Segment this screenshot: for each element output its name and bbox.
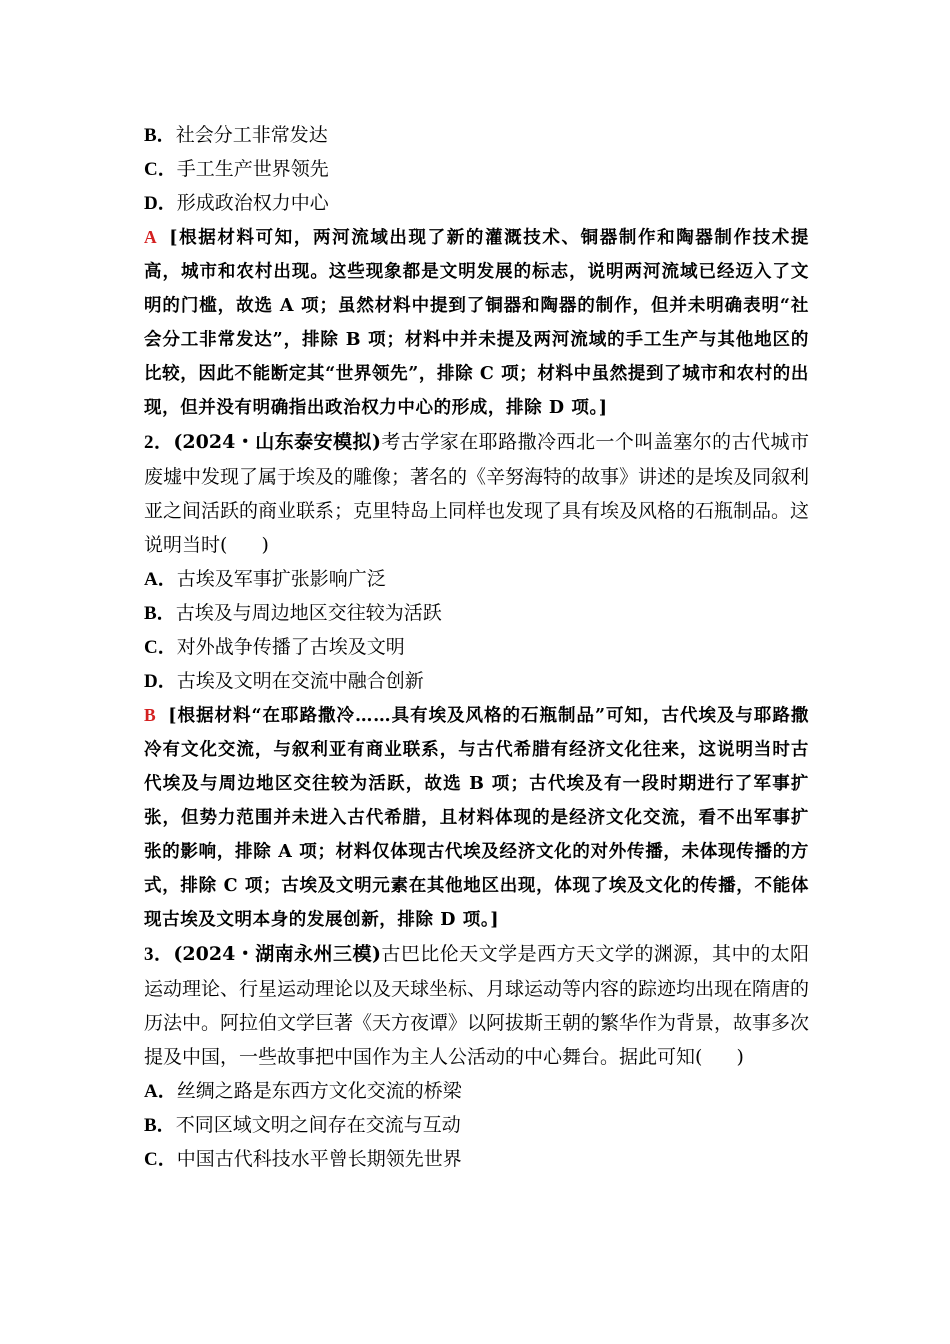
option-text: 社会分工非常发达: [175, 124, 328, 146]
explanation-text: [根据材料“在耶路撒冷……具有埃及风格的石瓶制品”可知，古代埃及与耶路撒冷有文化交流，与叙利亚有商业联系，与古代希腊有经济文化往来，这说明当时古代埃及与周边地区交往较为活跃，故选 B 项；古代埃及有一段时期进行了军事扩张，但势力范围并未进入古代希腊，且材料体现的是经济文化交流，看不出军事扩张的影响，排除 A 项；材料仅体现古代埃及经济文化的对外传播，未体现传播的方式，排除 C 项；古埃及文明元素在其他地区出现，体现了埃及文化的传播，不能体现古埃及文明本身的发展创新，排除 D 项。]: [144, 706, 809, 930]
q2-option-d: [144, 664, 809, 698]
option-letter: A．: [144, 1081, 177, 1102]
q2-option-b: [144, 596, 809, 630]
question-number: 3．: [144, 944, 174, 965]
option-letter: C．: [144, 159, 177, 180]
q2-answer-explanation: [144, 698, 809, 937]
answer-key: A: [144, 227, 158, 247]
option-text: 古埃及与周边地区交往较为活跃: [175, 602, 442, 624]
q1-answer-explanation: [144, 220, 809, 425]
option-letter: B．: [144, 603, 176, 624]
question-text: 古巴比伦天文学是西方天文学的渊源，其中的太阳运动理论、行星运动理论以及天球坐标、月球运动等内容的踪迹均出现在隋唐的历法中。阿拉伯文学巨著《天方夜谭》以阿拔斯王朝的繁华作为背景，故事多次提及中国，一些故事把中国作为主人公活动的中心舞台。据此可知: [144, 943, 810, 1068]
answer-bracket-open: (: [220, 534, 228, 556]
q3-stem: [144, 937, 809, 1074]
option-text: 丝绸之路是东西方文化交流的桥梁: [176, 1080, 462, 1102]
question-source: (2024・山东泰安模拟): [173, 431, 381, 453]
option-text: 古埃及文明在交流中融合创新: [176, 670, 424, 692]
answer-key: B: [144, 705, 157, 725]
option-text: 手工生产世界领先: [176, 158, 329, 180]
answer-bracket-close: ): [261, 534, 269, 556]
q1-option-b: [144, 118, 809, 152]
option-letter: C．: [144, 1149, 177, 1170]
q2-option-a: [144, 562, 809, 596]
q2-option-c: [144, 630, 809, 664]
option-letter: C．: [144, 637, 177, 658]
option-letter: D．: [144, 193, 177, 214]
question-number: 2．: [144, 432, 174, 453]
option-text: 不同区域文明之间存在交流与互动: [175, 1114, 461, 1136]
explanation-text: [根据材料可知，两河流域出现了新的灌溉技术、铜器制作和陶器制作技术提高，城市和农村出现。这些现象都是文明发展的标志，说明两河流域已经迈入了文明的门槛，故选 A 项；虽然材料中提到了铜器和陶器的制作，但并未明确表明“社会分工非常发达”，排除 B 项；材料中并未提及两河流域的手工生产与其他地区的比较，因此不能断定其“世界领先”，排除 C 项；材料中虽然提到了城市和农村的出现，但并没有明确指出政治权力中心的形成，排除 D 项。]: [144, 228, 809, 418]
q1-option-c: [144, 152, 809, 186]
option-text: 形成政治权力中心: [176, 192, 329, 214]
option-text: 对外战争传播了古埃及文明: [176, 636, 405, 658]
option-letter: B．: [144, 1115, 176, 1136]
document-page: [144, 118, 809, 1176]
q3-option-c: [144, 1142, 809, 1176]
option-letter: A．: [144, 569, 177, 590]
option-letter: B．: [144, 125, 176, 146]
answer-bracket-close: ): [736, 1046, 744, 1068]
q3-option-a: [144, 1074, 809, 1108]
answer-bracket-open: (: [695, 1046, 703, 1068]
q1-option-d: [144, 186, 809, 220]
q2-stem: [144, 425, 809, 562]
question-text: 考古学家在耶路撒冷西北一个叫盖塞尔的古代城市废墟中发现了属于埃及的雕像；著名的《辛努海特的故事》讲述的是埃及同叙利亚之间活跃的商业联系；克里特岛上同样也发现了具有埃及风格的石瓶制品。这说明当时: [144, 431, 810, 556]
option-text: 古埃及军事扩张影响广泛: [176, 568, 386, 590]
option-letter: D．: [144, 671, 177, 692]
option-text: 中国古代科技水平曾长期领先世界: [176, 1148, 462, 1170]
q3-option-b: [144, 1108, 809, 1142]
question-source: (2024・湖南永州三模): [173, 943, 381, 965]
